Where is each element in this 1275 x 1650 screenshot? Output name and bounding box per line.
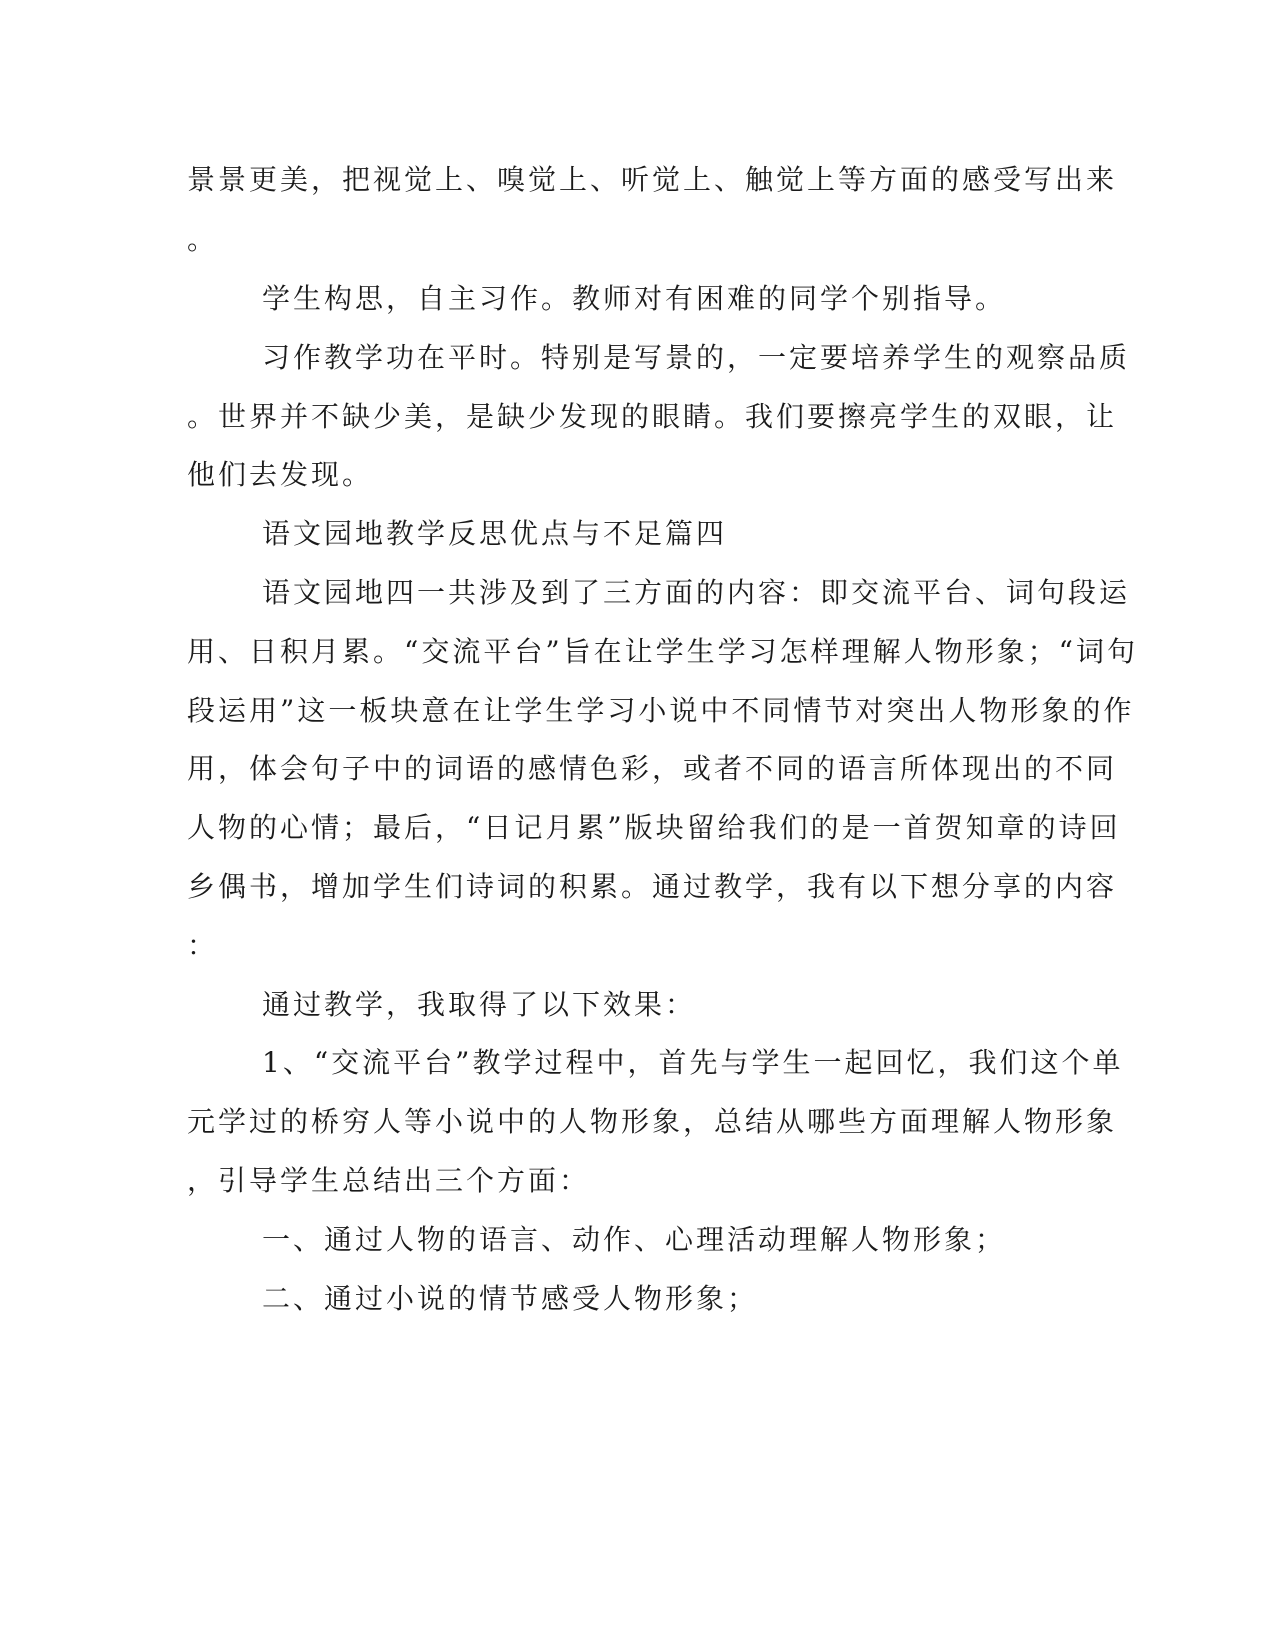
- text-line: 学生构思，自主习作。教师对有困难的同学个别指导。: [262, 282, 1007, 315]
- text-line: 他们去发现。: [187, 458, 374, 491]
- text-line: 用，体会句子中的词语的感情色彩，或者不同的语言所体现出的不同: [187, 752, 1118, 785]
- text-line: 元学过的桥穷人等小说中的人物形象，总结从哪些方面理解人物形象: [187, 1105, 1118, 1138]
- text-line: 通过教学，我取得了以下效果：: [262, 988, 697, 1021]
- text-line: 习作教学功在平时。特别是写景的，一定要培养学生的观察品质: [262, 341, 1131, 374]
- text-line: 一、通过人物的语言、动作、心理活动理解人物形象；: [262, 1223, 1007, 1256]
- text-line: 。: [187, 223, 219, 256]
- text-line: ，引导学生总结出三个方面：: [187, 1164, 591, 1197]
- text-line: 二、通过小说的情节感受人物形象；: [262, 1282, 759, 1315]
- text-line: 景景更美，把视觉上、嗅觉上、听觉上、触觉上等方面的感受写出来: [187, 163, 1118, 196]
- text-line: ：: [187, 929, 219, 962]
- section-heading: 语文园地教学反思优点与不足篇四: [262, 517, 728, 550]
- text-line: 1、“交流平台”教学过程中，首先与学生一起回忆，我们这个单: [262, 1046, 1124, 1079]
- text-line: 段运用”这一板块意在让学生学习小说中不同情节对突出人物形象的作: [187, 694, 1135, 727]
- text-line: 乡偶书，增加学生们诗词的积累。通过教学，我有以下想分享的内容: [187, 870, 1118, 903]
- text-line: 语文园地四一共涉及到了三方面的内容：即交流平台、词句段运: [262, 576, 1131, 609]
- text-line: 用、日积月累。“交流平台”旨在让学生学习怎样理解人物形象；“词句: [187, 635, 1138, 668]
- text-line: 人物的心情；最后，“日记月累”版块留给我们的是一首贺知章的诗回: [187, 811, 1121, 844]
- text-line: 。世界并不缺少美，是缺少发现的眼睛。我们要擦亮学生的双眼，让: [187, 400, 1118, 433]
